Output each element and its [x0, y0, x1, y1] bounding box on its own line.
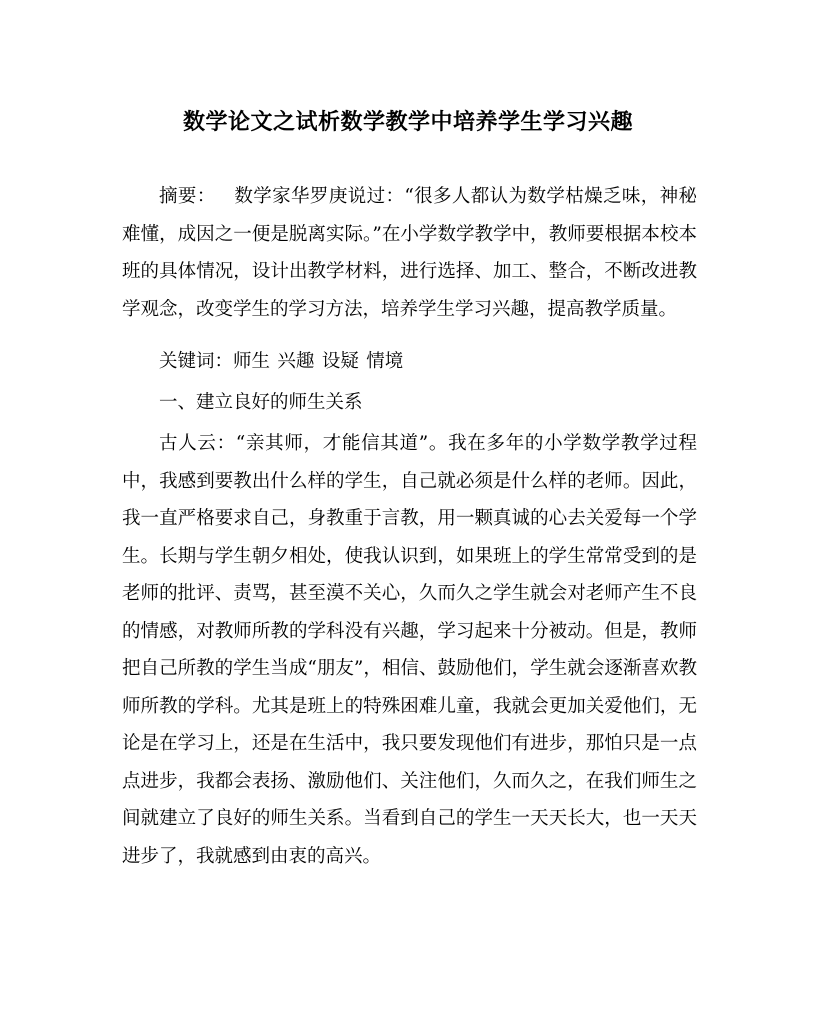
abstract-text: 数学家华罗庚说过：“很多人都认为数学枯燥乏味，神秘难懂，成因之一便是脱离实际。”在小学数学教学中，教师要根据本校本班的具体情况，设计出教学材料，进行选择、加工、整合，不断改进教学观念，改变学生的学习方法，培养学生学习兴趣，提高教学质量。: [122, 186, 697, 320]
abstract-label: 摘要：: [159, 186, 216, 207]
keywords-label: 关键词：: [159, 351, 234, 372]
body-paragraph: 古人云：“亲其师，才能信其道”。我在多年的小学数学教学过程中，我感到要教出什么样的学生，自己就必须是什么样的老师。因此，我一直严格要求自己，身教重于言教，用一颗真诚的心去关爱每一个学生。长期与学生朝夕相处，使我认识到，如果班上的学生常常受到的是老师的批评、责骂，甚至漠不关心，久而久之学生就会对老师产生不良的情感，对教师所教的学科没有兴趣，学习起来十分被动。但是，教师把自己所教的学生当成“朋友”，相信、鼓励他们，学生就会逐渐喜欢教师所教的学科。尤其是班上的特殊困难儿童，我就会更加关爱他们，无论是在学习上，还是在生活中，我只要发现他们有进步，那怕只是一点点进步，我都会表扬、激励他们、关注他们，久而久之，在我们师生之间就建立了良好的师生关系。当看到自己的学生一天天长大，也一天天进步了，我就感到由衷的高兴。: [122, 433, 697, 867]
keyword: 情境: [366, 351, 404, 372]
keyword: 兴趣: [277, 351, 315, 372]
keyword: 设疑: [321, 351, 359, 372]
keyword: 师生: [233, 351, 271, 372]
section-heading: 一、建立良好的师生关系: [159, 392, 363, 413]
keywords-paragraph: [122, 343, 697, 381]
abstract-paragraph: [122, 178, 697, 328]
document-title: 数学论文之试析数学教学中培养学生学习兴趣: [182, 109, 633, 135]
